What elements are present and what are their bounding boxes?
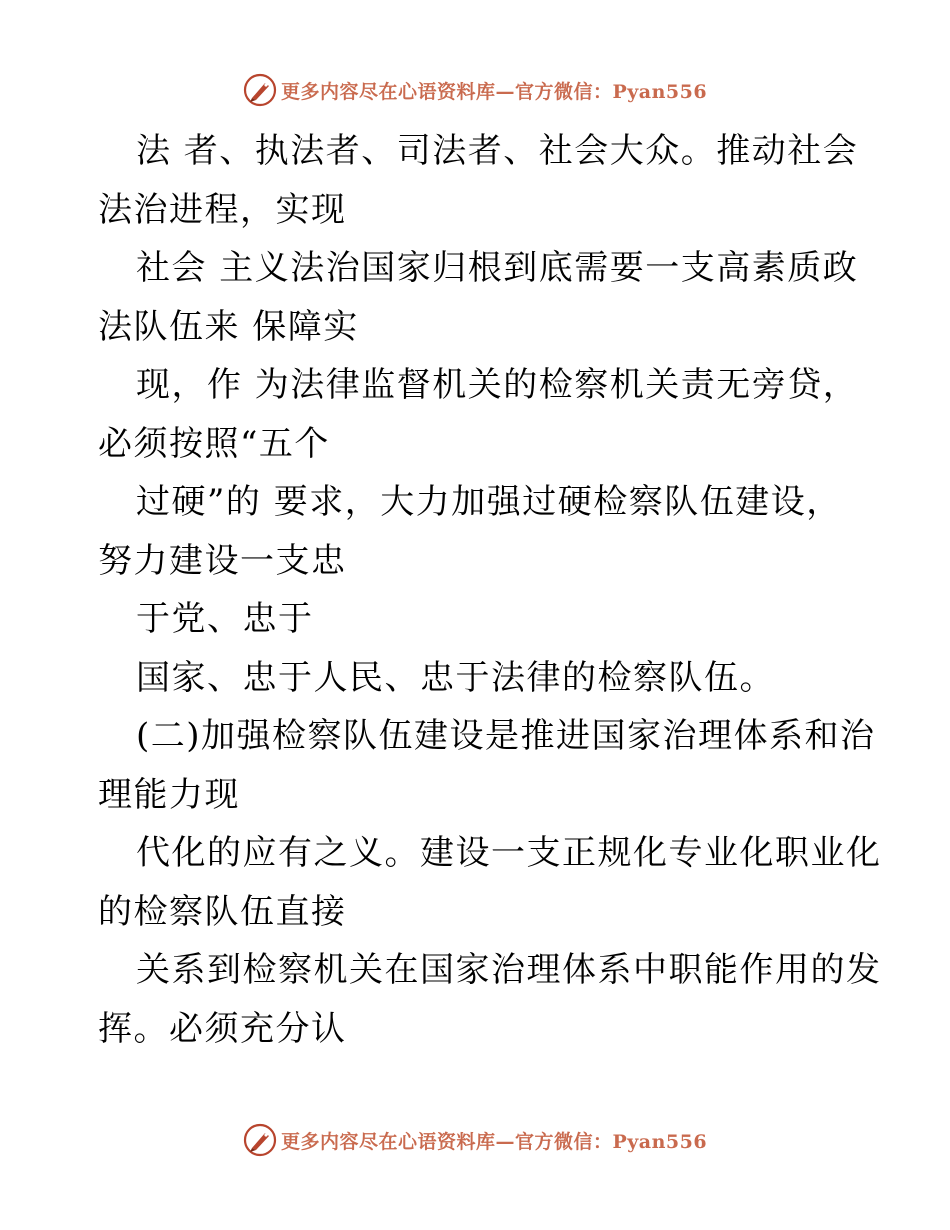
- pen-nib-logo-icon: [243, 73, 277, 107]
- text-line: 法 者、执法者、司法者、社会大众。推动社会: [136, 131, 859, 171]
- text-line: 挥。必须充分认: [98, 1008, 347, 1049]
- text-line: (二)加强检察队伍建设是推进国家治理体系和治: [136, 716, 876, 756]
- text-line: 于党、忠于: [136, 599, 314, 639]
- text-line: 的检察队伍直接: [98, 891, 347, 932]
- text-line: 关系到检察机关在国家治理体系中职能作用的发: [136, 950, 882, 990]
- body-text: [98, 122, 882, 1058]
- text-line: 社会 主义法治国家归根到底需要一支高素质政: [136, 248, 859, 288]
- banner-text: 更多内容尽在心语资料库—官方微信：Pyan556: [280, 80, 708, 103]
- text-line: 代化的应有之义。建设一支正规化专业化职业化: [136, 833, 882, 873]
- text-line: 理能力现: [98, 774, 240, 815]
- pen-nib-logo-icon: [243, 1123, 277, 1157]
- text-line: 法治进程，实现: [98, 189, 347, 230]
- text-line: 国家、忠于人民、忠于法律的检察队伍。: [136, 657, 775, 698]
- text-line: 过硬”的 要求，大力加强过硬检察队伍建设，: [136, 482, 842, 522]
- text-line: 法队伍来 保障实: [98, 306, 359, 347]
- text-line: 现，作 为法律监督机关的检察机关责无旁贷，: [136, 365, 859, 405]
- banner-text: 更多内容尽在心语资料库—官方微信：Pyan556: [280, 1130, 708, 1153]
- text-line: 努力建设一支忠: [98, 540, 347, 581]
- footer-banner: [0, 1120, 950, 1160]
- text-line: 必须按照“五个: [98, 423, 330, 464]
- header-banner: [0, 70, 950, 110]
